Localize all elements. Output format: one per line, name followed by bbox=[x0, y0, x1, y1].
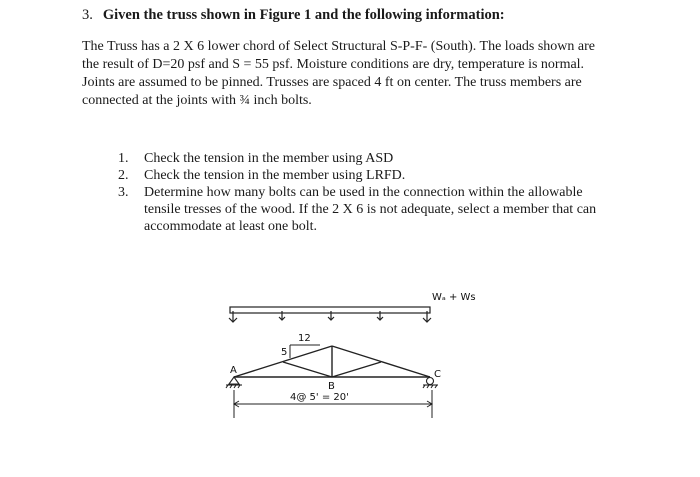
slope-rise-label: 5 bbox=[281, 347, 288, 358]
description-line: connected at the joints with ¾ inch bolts. bbox=[82, 93, 312, 108]
problem-number: 3. bbox=[82, 7, 93, 23]
span-label: 4@ 5' = 20' bbox=[290, 392, 349, 403]
task-text: tensile tresses of the wood. If the 2 X 6 is not adequate, select a member that can bbox=[144, 202, 597, 217]
problem-title: Given the truss shown in Figure 1 and the following information: bbox=[102, 7, 505, 23]
task-text: Check the tension in the member using LRFD. bbox=[144, 168, 406, 183]
truss bbox=[234, 346, 430, 377]
joint-a-label: A bbox=[230, 365, 237, 376]
joint-c-label: C bbox=[434, 369, 441, 380]
support-a bbox=[226, 377, 242, 388]
task-number: 2. bbox=[118, 168, 129, 183]
load-label: Wₐ + Ws bbox=[432, 292, 476, 303]
description-line: the result of D=20 psf and S = 55 psf. Moisture conditions are dry, temperature is normal. bbox=[82, 57, 585, 72]
slope-run-label: 12 bbox=[298, 333, 311, 344]
pin-support bbox=[229, 377, 239, 384]
description-line: Joints are assumed to be pinned. Trusses are spaced 4 ft on center. The truss members are bbox=[82, 75, 582, 90]
joint-b-label: B bbox=[328, 381, 335, 392]
task-text: Check the tension in the member using ASD bbox=[144, 151, 394, 166]
load-bar bbox=[230, 307, 430, 313]
distributed-load bbox=[229, 307, 431, 322]
web-left bbox=[283, 362, 332, 377]
description-line: The Truss has a 2 X 6 lower chord of Select Structural S-P-F- (South). The loads shown are bbox=[82, 39, 596, 54]
web-right bbox=[332, 362, 381, 377]
task-text: Determine how many bolts can be used in the connection within the allowable bbox=[144, 185, 583, 200]
task-text: accommodate at least one bolt. bbox=[144, 219, 317, 234]
roller-support bbox=[427, 378, 434, 385]
task-number: 1. bbox=[118, 151, 129, 166]
task-number: 3. bbox=[118, 185, 129, 200]
